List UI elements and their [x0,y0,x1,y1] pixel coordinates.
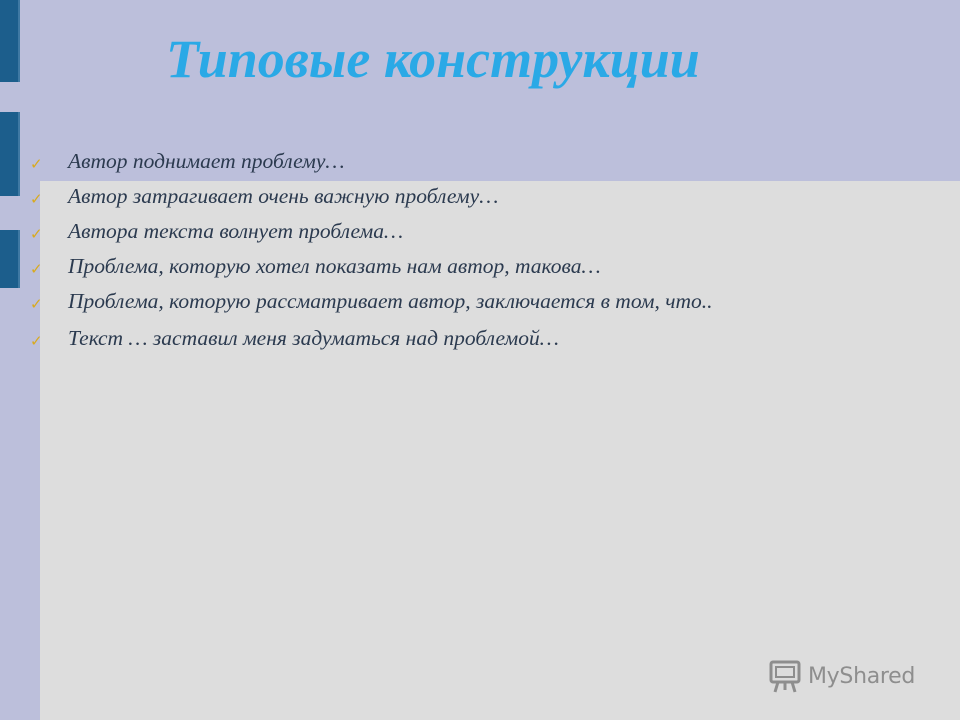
checkmark-icon: ✓ [30,332,43,350]
checkmark-icon: ✓ [30,260,43,278]
myshared-watermark[interactable] [768,658,915,694]
bullet-text: Проблема, которую хотел показать нам автор, такова… [68,254,601,278]
checkmark-icon: ✓ [30,155,43,173]
bullet-item [30,150,830,173]
bullet-text: Автор поднимает проблему… [68,149,345,173]
watermark-text: MyShared [808,663,916,689]
bullet-text: Автор затрагивает очень важную проблему… [68,184,499,208]
bullet-text: Текст … заставил меня задуматься над проблемой… [68,326,559,350]
bullet-item [30,290,830,313]
checkmark-icon: ✓ [30,295,43,313]
accent-bar-bottom [0,230,18,288]
bullet-item [30,255,830,278]
slide-title: Типовые конструкции [166,29,700,89]
accent-bar-middle [0,112,18,196]
checkmark-icon: ✓ [30,190,43,208]
bullet-list [30,150,830,362]
myshared-logo-icon [768,658,802,694]
accent-bar-top [0,0,18,82]
bullet-item [30,185,830,208]
bullet-item [30,327,830,350]
bullet-text: Автора текста волнует проблема… [68,219,404,243]
checkmark-icon: ✓ [30,225,43,243]
bullet-item [30,220,830,243]
bullet-text: Проблема, которую рассматривает автор, заключается в том, что.. [68,289,713,313]
